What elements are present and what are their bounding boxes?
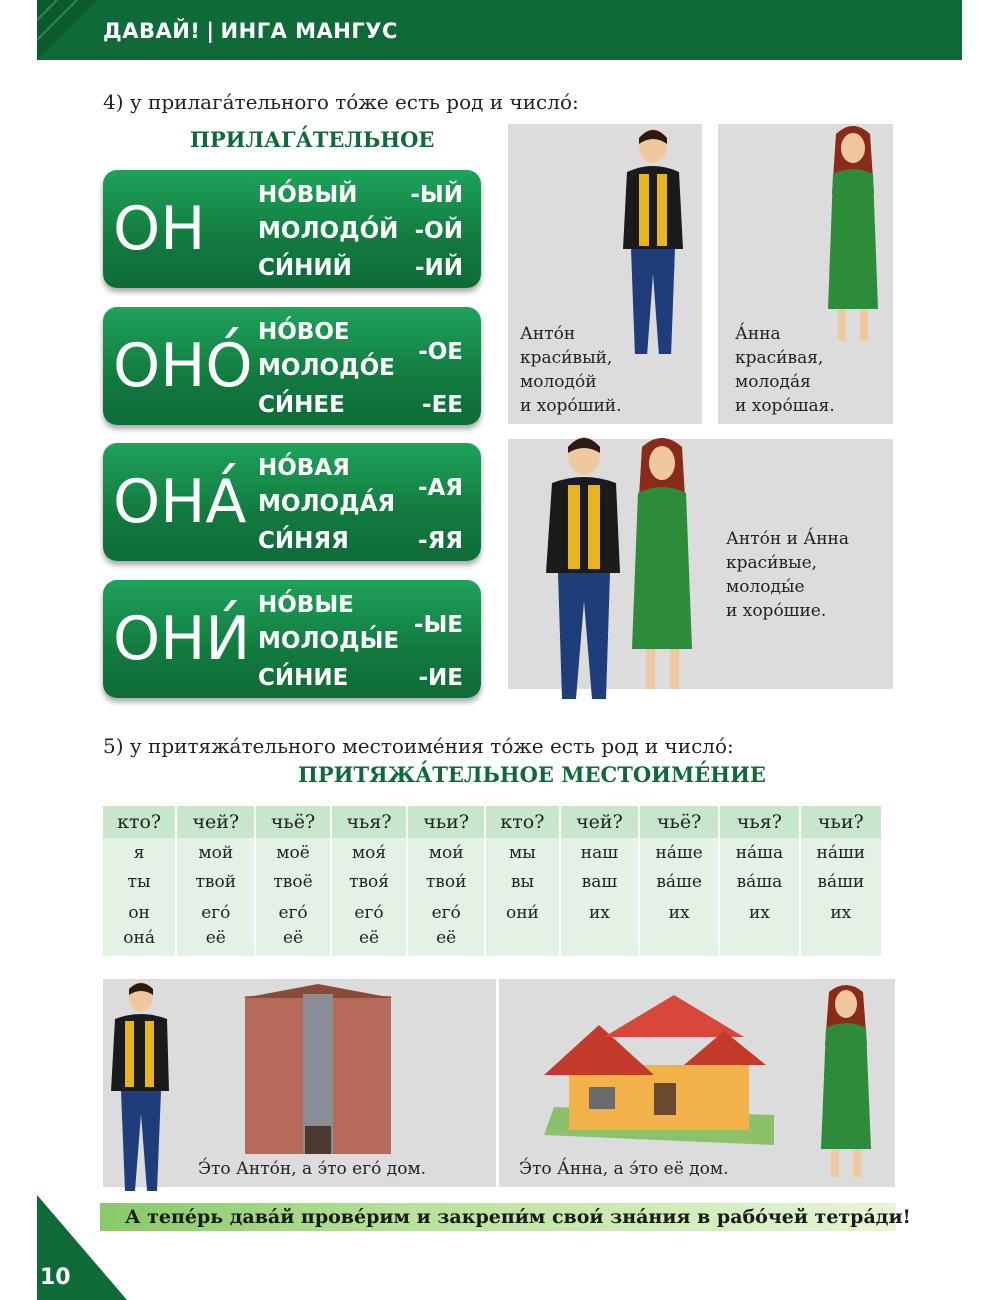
table-cell: моя́ [331,838,408,867]
adjective-word: СИ́НЕЕ [258,392,345,418]
anton-figure-icon [613,124,693,369]
table-header-cell: чьё? [639,806,719,838]
table-cell [407,896,485,956]
table-cell [103,896,176,956]
adjective-card-neuter [103,307,481,425]
section5-subtitle: ПРИТЯЖА́ТЕЛЬНОЕ МЕСТОИМЕ́НИЕ [298,762,766,787]
page-number: 10 [40,1265,71,1290]
table-cell: на́ши [800,838,882,867]
section4-subtitle: ПРИЛАГА́ТЕЛЬНОЕ [190,127,435,152]
adjective-ending: -ЯЯ [418,528,463,554]
table-cell [176,896,255,956]
table-cell: я [103,838,176,867]
table-cell: мой [176,838,255,867]
anton-anna-caption: Анто́н и А́нна краси́вые, молоды́е и хоро́шие. [726,529,849,621]
pronoun-label: ОНА́ [113,467,247,537]
anton-figure-icon [103,979,173,1201]
table-header-cell: чьи? [407,806,485,838]
banner-text: А тепе́рь дава́й прове́рим и закрепи́м свои́ зна́ния в рабо́чей тетра́ди! [125,1206,911,1228]
cell-line: его́ [431,903,461,923]
author-name: ИНГА МАНГУС [220,19,398,43]
table-header-row [103,806,882,838]
adjective-ending: -ЫЕ [413,612,463,638]
table-cell [719,896,799,956]
table-header-cell: чьи? [800,806,882,838]
anton-anna-figures-icon [526,431,716,716]
table-cell: мы [485,838,560,867]
cell-line: их [668,903,690,923]
table-row [103,838,882,867]
table-header-cell: чья? [331,806,408,838]
table-cell: на́ше [639,838,719,867]
table-cell: наш [560,838,639,867]
cell-line: его́ [354,903,384,923]
anna-caption: А́нна краси́вая, молода́я и хоро́шая. [735,324,835,416]
table-cell [331,896,408,956]
table-cell: твоя́ [331,867,408,896]
anna-house-panel [499,979,895,1187]
table-cell: мои́ [407,838,485,867]
pronoun-label: ОНО́ [113,331,253,401]
adjective-ending: -ОЕ [418,339,463,365]
table-cell [560,896,639,956]
table-row [103,867,882,896]
table-header-cell: кто? [103,806,176,838]
table-cell: ваш [560,867,639,896]
cell-line: её [436,928,457,948]
cell-line: его́ [278,903,308,923]
table-cell: твой [176,867,255,896]
adjective-word: МОЛОДО́Й [258,218,399,244]
apartment-building-icon [243,984,393,1154]
cell-line: его́ [201,903,231,923]
cell-line: их [588,903,610,923]
header-title [103,19,398,43]
table-cell: ты [103,867,176,896]
table-cell: на́ша [719,838,799,867]
adjective-ending: -ИЙ [414,255,463,281]
adjective-ending: -ИЕ [418,665,463,691]
adjective-word: НО́ВОЕ [258,319,350,345]
adjective-word: МОЛОДО́Е [258,355,395,381]
table-cell: твои́ [407,867,485,896]
anton-panel [508,124,702,424]
cell-line: их [830,903,852,923]
cell-line: они́ [505,903,539,923]
section4-heading: 4) у прилага́тельного то́же есть род и число́: [103,90,579,114]
adjective-word: НО́ВЫЕ [258,592,354,618]
cell-line: она́ [123,928,155,948]
header-decoration-icon [37,0,97,60]
adjective-ending: -ЕЕ [422,392,463,418]
section5-heading: 5) у притяжа́тельного местоиме́ния то́же есть род и число́: [103,734,734,758]
book-title: ДАВАЙ! [103,19,201,43]
table-cell: вы [485,867,560,896]
header-separator: | [206,19,215,43]
anna-panel [718,124,893,424]
adjective-ending: -АЯ [417,475,463,501]
adjective-word: СИ́НИЕ [258,665,349,691]
table-row [103,896,882,956]
anton-caption: Анто́н краси́вый, молодо́й и хоро́ший. [520,324,622,416]
adjective-card-masculine [103,170,481,288]
anton-house-panel [103,979,496,1187]
adjective-word: СИ́НЯЯ [258,528,349,554]
workbook-banner [100,1203,911,1231]
table-cell: ва́ши [800,867,882,896]
table-cell: моё [255,838,330,867]
page-header [37,0,962,60]
table-header-cell: кто? [485,806,560,838]
cell-line: он [128,903,150,923]
table-cell: ва́ша [719,867,799,896]
pronoun-label: ОН [113,194,206,264]
anna-figure-icon [818,124,888,349]
cell-line: её [205,928,226,948]
adjective-ending: -ЫЙ [410,182,463,208]
possessive-pronoun-table [103,806,883,956]
adjective-card-plural [103,580,481,698]
adjective-word: МОЛОДЫ́Е [258,628,400,654]
adjective-card-feminine [103,443,481,561]
anna-house-caption: Э́то А́нна, а э́то её дом. [519,1159,729,1179]
table-cell [485,896,560,956]
adjective-word: НО́ВЫЙ [258,182,358,208]
adjective-ending: -ОЙ [414,218,463,244]
adjective-word: МОЛОДА́Я [258,491,396,517]
anton-anna-panel [508,439,893,689]
anton-house-caption: Э́то Анто́н, а э́то его́ дом. [198,1159,427,1179]
table-cell: твоё [255,867,330,896]
cell-line: их [748,903,770,923]
table-header-cell: чья? [719,806,799,838]
house-icon [544,995,774,1145]
cell-line: её [282,928,304,948]
table-header-cell: чей? [176,806,255,838]
table-cell [639,896,719,956]
adjective-word: НО́ВАЯ [258,455,350,481]
table-cell: ва́ше [639,867,719,896]
table-header-cell: чей? [560,806,639,838]
table-header-cell: чьё? [255,806,330,838]
pronoun-label: ОНИ́ [113,604,251,674]
adjective-word: СИ́НИЙ [258,255,352,281]
anna-figure-icon [811,984,881,1184]
table-cell [800,896,882,956]
table-cell [255,896,330,956]
cell-line: её [358,928,380,948]
